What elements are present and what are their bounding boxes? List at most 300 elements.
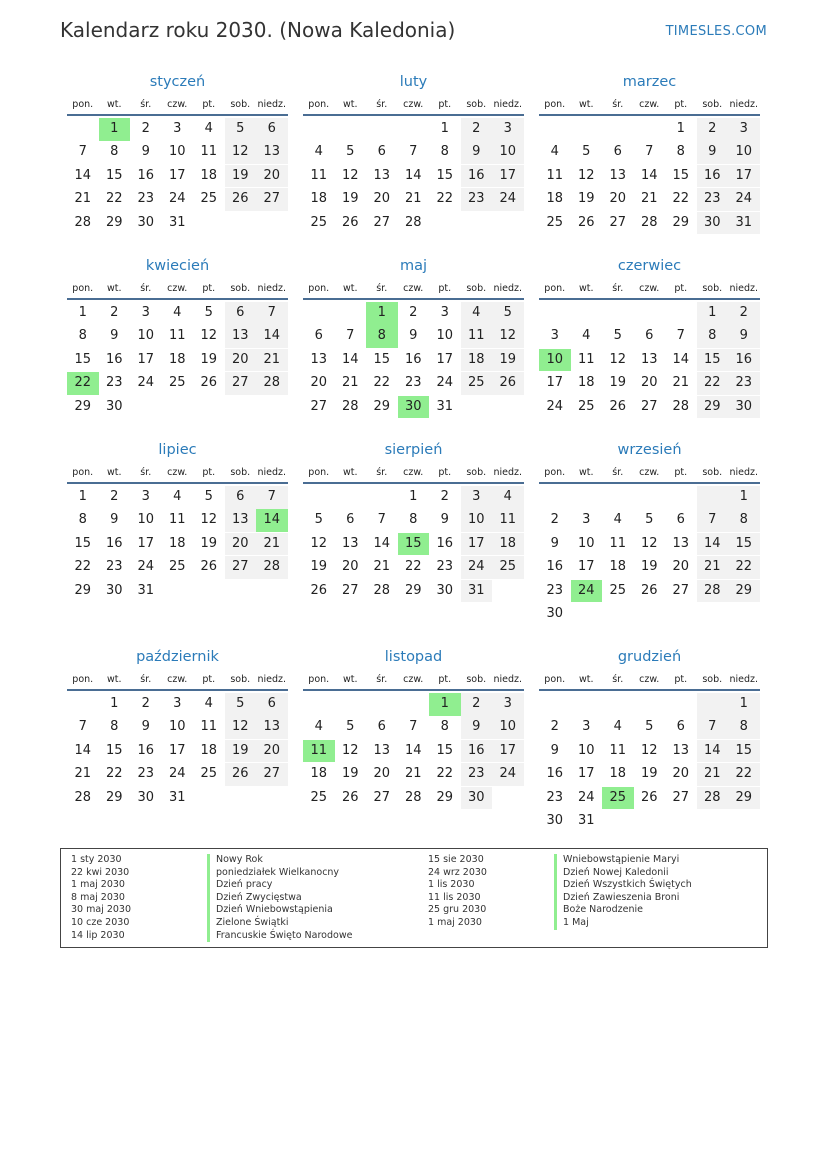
day-cell: 31 <box>168 789 186 805</box>
day-cell: 4 <box>461 302 493 325</box>
weekday-header <box>67 464 288 484</box>
day-cell: 17 <box>577 559 595 575</box>
day-cell: 19 <box>310 559 328 575</box>
month-name: wrzesień <box>617 442 682 458</box>
month-name: maj <box>399 258 428 274</box>
day-cell: 15 <box>728 533 760 556</box>
weekday-label: pt. <box>674 674 688 685</box>
day-cell: 8 <box>440 144 449 160</box>
empty-cell <box>366 486 398 509</box>
day-cell: 13 <box>672 535 690 551</box>
day-cell: 24 <box>436 375 454 391</box>
day-cell: 26 <box>341 214 359 230</box>
legend-date: 22 kwi 2030 <box>71 866 130 878</box>
day-cell: 29 <box>728 580 760 603</box>
day-cell: 13 <box>640 351 658 367</box>
day-cell: 6 <box>256 118 288 141</box>
day-cell: 20 <box>256 740 288 763</box>
day-cell: 5 <box>314 512 323 528</box>
day-cell: 25 <box>310 789 328 805</box>
day-cell: 25 <box>200 766 218 782</box>
day-cell: 11 <box>546 167 564 183</box>
weekday-label: pon. <box>308 283 330 294</box>
day-cell: 9 <box>110 512 119 528</box>
legend-holiday-name: Wniebowstąpienie Maryi <box>554 854 679 867</box>
day-cell: 27 <box>225 556 257 579</box>
day-cell: 2 <box>461 693 493 716</box>
day-cell: 10 <box>492 141 524 164</box>
day-cell: 24 <box>546 398 564 414</box>
day-cell: 25 <box>461 372 493 395</box>
day-cell: 2 <box>728 302 760 325</box>
weekday-label: śr. <box>612 674 624 685</box>
day-cell: 25 <box>168 559 186 575</box>
day-cell: 19 <box>577 191 595 207</box>
empty-cell <box>571 302 603 325</box>
day-cell: 4 <box>204 121 213 136</box>
weekday-header <box>67 280 288 300</box>
empty-cell <box>539 302 571 325</box>
day-cell: 15 <box>697 349 729 372</box>
day-cell: 22 <box>436 766 454 782</box>
weekday-label: pt. <box>438 467 452 478</box>
empty-cell <box>602 302 634 325</box>
empty-cell <box>697 693 729 716</box>
weekday-label: niedz. <box>257 99 287 110</box>
day-cell: 12 <box>200 328 218 344</box>
day-cell: 5 <box>204 305 213 320</box>
day-cell: 20 <box>225 349 257 372</box>
month-name: październik <box>136 649 219 665</box>
empty-cell <box>539 693 571 716</box>
day-cell: 16 <box>436 535 454 551</box>
day-cell: 25 <box>609 582 627 598</box>
legend-date: 11 lis 2030 <box>428 891 481 903</box>
day-cell: 18 <box>609 559 627 575</box>
day-cell: 23 <box>105 375 123 391</box>
day-cell: 8 <box>697 325 729 348</box>
day-cell: 25 <box>492 556 524 579</box>
day-cell: 20 <box>225 533 257 556</box>
empty-cell <box>335 486 367 509</box>
day-cell: 26 <box>200 559 218 575</box>
day-cell: 18 <box>200 167 218 183</box>
empty-cell <box>335 302 367 325</box>
day-cell: 24 <box>168 191 186 207</box>
day-grid <box>303 484 524 603</box>
month-block <box>303 643 524 810</box>
day-cell: 21 <box>640 191 658 207</box>
page-title: Kalendarz roku 2030. (Nowa Kaledonia) <box>60 18 456 42</box>
month-block <box>539 68 760 235</box>
holiday-day-cell: 8 <box>366 325 398 348</box>
weekday-label: czw. <box>403 283 424 294</box>
month-name: czerwiec <box>617 258 682 274</box>
weekday-label: pt. <box>202 99 216 110</box>
weekday-label: pt. <box>438 283 452 294</box>
day-cell: 26 <box>640 582 658 598</box>
day-cell: 3 <box>173 696 182 711</box>
day-cell: 7 <box>645 144 654 160</box>
day-cell: 13 <box>373 742 391 758</box>
day-cell: 14 <box>373 535 391 551</box>
day-cell: 14 <box>404 742 422 758</box>
weekday-header <box>303 280 524 300</box>
day-grid <box>303 300 524 419</box>
day-cell: 12 <box>640 535 658 551</box>
day-cell: 26 <box>640 789 658 805</box>
day-cell: 27 <box>341 582 359 598</box>
day-cell: 17 <box>461 533 493 556</box>
weekday-label: wt. <box>106 99 122 110</box>
day-cell: 19 <box>609 375 627 391</box>
weekday-label: niedz. <box>729 467 759 478</box>
day-cell: 25 <box>577 398 595 414</box>
day-cell: 16 <box>728 349 760 372</box>
day-cell: 4 <box>582 328 591 344</box>
weekday-label: wt. <box>578 99 594 110</box>
weekday-label: sob. <box>466 467 487 478</box>
day-cell: 10 <box>137 328 155 344</box>
weekday-label: śr. <box>612 99 624 110</box>
holiday-day-cell: 25 <box>602 787 634 810</box>
day-cell: 31 <box>728 212 760 235</box>
month-name: sierpień <box>384 442 443 458</box>
weekday-label: czw. <box>639 283 660 294</box>
day-cell: 1 <box>676 121 685 136</box>
empty-cell <box>398 693 430 716</box>
day-cell: 27 <box>256 188 288 211</box>
day-cell: 7 <box>409 144 418 160</box>
day-grid <box>67 300 288 419</box>
weekday-label: sob. <box>466 99 487 110</box>
weekday-label: pon. <box>544 674 566 685</box>
day-cell: 29 <box>373 398 391 414</box>
day-cell: 2 <box>110 489 119 504</box>
day-cell: 17 <box>492 165 524 188</box>
empty-cell <box>303 693 335 716</box>
day-cell: 9 <box>461 141 493 164</box>
empty-cell <box>303 118 335 141</box>
weekday-label: czw. <box>639 467 660 478</box>
day-cell: 14 <box>74 167 92 183</box>
day-cell: 18 <box>168 535 186 551</box>
day-cell: 30 <box>546 605 564 621</box>
day-grid <box>303 116 524 235</box>
empty-cell <box>303 302 335 325</box>
day-cell: 6 <box>645 328 654 344</box>
legend-date: 8 maj 2030 <box>71 891 125 903</box>
day-cell: 30 <box>697 212 729 235</box>
empty-cell <box>634 693 666 716</box>
day-cell: 29 <box>105 214 123 230</box>
day-cell: 4 <box>173 489 182 504</box>
day-cell: 23 <box>546 789 564 805</box>
day-cell: 8 <box>78 512 87 528</box>
day-cell: 11 <box>310 167 328 183</box>
day-grid <box>539 691 760 833</box>
day-cell: 30 <box>137 789 155 805</box>
day-cell: 25 <box>168 375 186 391</box>
day-cell: 9 <box>728 325 760 348</box>
day-cell: 14 <box>341 351 359 367</box>
empty-cell <box>665 302 697 325</box>
empty-cell <box>67 118 99 141</box>
holiday-day-cell: 15 <box>398 533 430 556</box>
weekday-label: wt. <box>578 674 594 685</box>
day-cell: 18 <box>168 351 186 367</box>
weekday-label: pon. <box>544 467 566 478</box>
day-cell: 29 <box>74 582 92 598</box>
month-name: styczeń <box>149 74 206 90</box>
day-cell: 19 <box>200 535 218 551</box>
day-cell: 10 <box>168 719 186 735</box>
day-cell: 17 <box>137 535 155 551</box>
day-cell: 2 <box>550 719 559 735</box>
day-cell: 22 <box>373 375 391 391</box>
day-cell: 4 <box>613 719 622 735</box>
legend-date: 1 maj 2030 <box>71 879 125 891</box>
day-cell: 31 <box>461 580 493 603</box>
legend-holiday-name: Boże Narodzenie <box>554 904 643 917</box>
day-cell: 6 <box>225 486 257 509</box>
legend-holiday-name: 1 Maj <box>554 917 589 930</box>
day-cell: 6 <box>377 719 386 735</box>
day-cell: 19 <box>640 559 658 575</box>
weekday-label: sob. <box>230 674 251 685</box>
holiday-day-cell: 1 <box>99 118 131 141</box>
day-cell: 21 <box>697 556 729 579</box>
day-cell: 23 <box>728 372 760 395</box>
day-cell: 9 <box>141 144 150 160</box>
day-cell: 9 <box>141 719 150 735</box>
day-cell: 26 <box>200 375 218 391</box>
weekday-header <box>67 671 288 691</box>
empty-cell <box>335 693 367 716</box>
day-cell: 5 <box>204 489 213 504</box>
day-cell: 5 <box>225 693 257 716</box>
day-cell: 7 <box>697 509 729 532</box>
weekday-label: pon. <box>544 283 566 294</box>
weekday-label: śr. <box>376 674 388 685</box>
day-cell: 16 <box>461 740 493 763</box>
legend-date: 30 maj 2030 <box>71 904 132 916</box>
month-block <box>67 252 288 419</box>
day-cell: 4 <box>550 144 559 160</box>
day-cell: 24 <box>492 188 524 211</box>
weekday-label: czw. <box>403 99 424 110</box>
day-cell: 26 <box>225 763 257 786</box>
day-cell: 23 <box>546 582 564 598</box>
day-cell: 31 <box>436 398 454 414</box>
weekday-label: sob. <box>702 99 723 110</box>
day-cell: 18 <box>310 191 328 207</box>
day-cell: 20 <box>310 375 328 391</box>
day-cell: 27 <box>640 398 658 414</box>
legend-date: 1 sty 2030 <box>71 854 122 865</box>
weekday-label: śr. <box>376 283 388 294</box>
day-cell: 6 <box>225 302 257 325</box>
day-cell: 9 <box>409 328 418 344</box>
weekday-label: niedz. <box>493 283 523 294</box>
day-cell: 18 <box>200 742 218 758</box>
empty-cell <box>571 486 603 509</box>
weekday-header <box>539 671 760 691</box>
day-cell: 16 <box>461 165 493 188</box>
day-cell: 1 <box>697 302 729 325</box>
empty-cell <box>366 118 398 141</box>
day-cell: 10 <box>461 509 493 532</box>
day-cell: 15 <box>105 167 123 183</box>
day-cell: 3 <box>582 512 591 528</box>
weekday-header <box>539 96 760 116</box>
day-cell: 1 <box>409 489 418 504</box>
empty-cell <box>634 302 666 325</box>
day-cell: 3 <box>173 121 182 136</box>
weekday-label: śr. <box>140 467 152 478</box>
holiday-day-cell: 11 <box>303 740 335 763</box>
day-cell: 15 <box>105 742 123 758</box>
weekday-label: czw. <box>639 99 660 110</box>
day-cell: 25 <box>200 191 218 207</box>
weekday-label: sob. <box>702 283 723 294</box>
day-cell: 22 <box>105 191 123 207</box>
day-cell: 24 <box>461 556 493 579</box>
weekday-label: śr. <box>612 467 624 478</box>
day-cell: 7 <box>409 719 418 735</box>
day-cell: 3 <box>440 305 449 320</box>
day-cell: 18 <box>609 766 627 782</box>
day-cell: 4 <box>492 486 524 509</box>
day-cell: 15 <box>74 535 92 551</box>
day-cell: 24 <box>728 188 760 211</box>
day-cell: 12 <box>577 167 595 183</box>
day-cell: 12 <box>225 716 257 739</box>
day-cell: 2 <box>110 305 119 320</box>
holiday-day-cell: 14 <box>256 509 288 532</box>
day-cell: 5 <box>225 118 257 141</box>
day-cell: 19 <box>200 351 218 367</box>
day-cell: 18 <box>546 191 564 207</box>
day-cell: 30 <box>728 396 760 419</box>
weekday-label: pt. <box>438 99 452 110</box>
day-cell: 28 <box>256 556 288 579</box>
day-cell: 10 <box>577 742 595 758</box>
day-cell: 26 <box>225 188 257 211</box>
day-cell: 21 <box>74 766 92 782</box>
day-cell: 7 <box>346 328 355 344</box>
empty-cell <box>602 486 634 509</box>
day-cell: 3 <box>141 489 150 504</box>
day-cell: 30 <box>546 812 564 828</box>
day-cell: 2 <box>697 118 729 141</box>
day-cell: 20 <box>640 375 658 391</box>
day-cell: 27 <box>609 214 627 230</box>
day-cell: 8 <box>728 509 760 532</box>
day-cell: 2 <box>141 696 150 711</box>
day-cell: 15 <box>436 167 454 183</box>
month-block <box>303 68 524 235</box>
day-cell: 5 <box>492 302 524 325</box>
day-cell: 2 <box>461 118 493 141</box>
day-cell: 27 <box>225 372 257 395</box>
day-cell: 3 <box>141 305 150 320</box>
weekday-label: czw. <box>639 674 660 685</box>
day-cell: 28 <box>697 580 729 603</box>
day-cell: 12 <box>609 351 627 367</box>
weekday-label: czw. <box>167 99 188 110</box>
day-cell: 18 <box>461 349 493 372</box>
weekday-label: pon. <box>72 674 94 685</box>
day-cell: 21 <box>256 533 288 556</box>
weekday-label: pt. <box>202 467 216 478</box>
month-block <box>67 643 288 810</box>
day-cell: 29 <box>74 398 92 414</box>
day-cell: 13 <box>225 509 257 532</box>
day-cell: 6 <box>613 144 622 160</box>
day-cell: 6 <box>676 719 685 735</box>
weekday-label: czw. <box>403 467 424 478</box>
month-name: listopad <box>384 649 443 665</box>
day-cell: 14 <box>697 740 729 763</box>
day-cell: 20 <box>373 766 391 782</box>
day-cell: 22 <box>404 559 422 575</box>
weekday-label: niedz. <box>729 283 759 294</box>
day-cell: 1 <box>78 489 87 504</box>
day-cell: 6 <box>314 328 323 344</box>
legend-holiday-name: Zielone Świątki <box>207 917 288 930</box>
day-cell: 26 <box>492 372 524 395</box>
day-cell: 20 <box>672 559 690 575</box>
day-cell: 11 <box>168 512 186 528</box>
day-cell: 13 <box>672 742 690 758</box>
site-link[interactable]: TIMESLES.COM <box>665 24 767 39</box>
day-cell: 13 <box>373 167 391 183</box>
day-cell: 14 <box>697 533 729 556</box>
day-cell: 22 <box>672 191 690 207</box>
month-block <box>303 436 524 603</box>
legend-date: 10 cze 2030 <box>71 917 130 928</box>
day-cell: 1 <box>440 121 449 136</box>
day-cell: 26 <box>609 398 627 414</box>
weekday-label: czw. <box>167 674 188 685</box>
month-name: kwiecień <box>145 258 210 274</box>
day-cell: 31 <box>577 812 595 828</box>
weekday-label: niedz. <box>729 99 759 110</box>
day-cell: 27 <box>256 763 288 786</box>
weekday-label: śr. <box>140 99 152 110</box>
day-cell: 6 <box>346 512 355 528</box>
day-cell: 7 <box>256 302 288 325</box>
day-cell: 1 <box>728 693 760 716</box>
empty-cell <box>571 693 603 716</box>
day-cell: 9 <box>110 328 119 344</box>
day-cell: 7 <box>697 716 729 739</box>
day-cell: 22 <box>105 766 123 782</box>
month-block <box>67 436 288 603</box>
legend-holiday-name: Dzień pracy <box>207 879 272 892</box>
day-cell: 8 <box>409 512 418 528</box>
day-cell: 13 <box>225 325 257 348</box>
day-cell: 2 <box>141 121 150 136</box>
holiday-day-cell: 24 <box>571 580 603 603</box>
legend-holiday-name: Dzień Zawieszenia Broni <box>554 892 679 905</box>
legend-date: 1 lis 2030 <box>428 879 475 891</box>
day-cell: 29 <box>672 214 690 230</box>
day-cell: 24 <box>168 766 186 782</box>
day-cell: 3 <box>492 693 524 716</box>
day-grid <box>303 691 524 810</box>
